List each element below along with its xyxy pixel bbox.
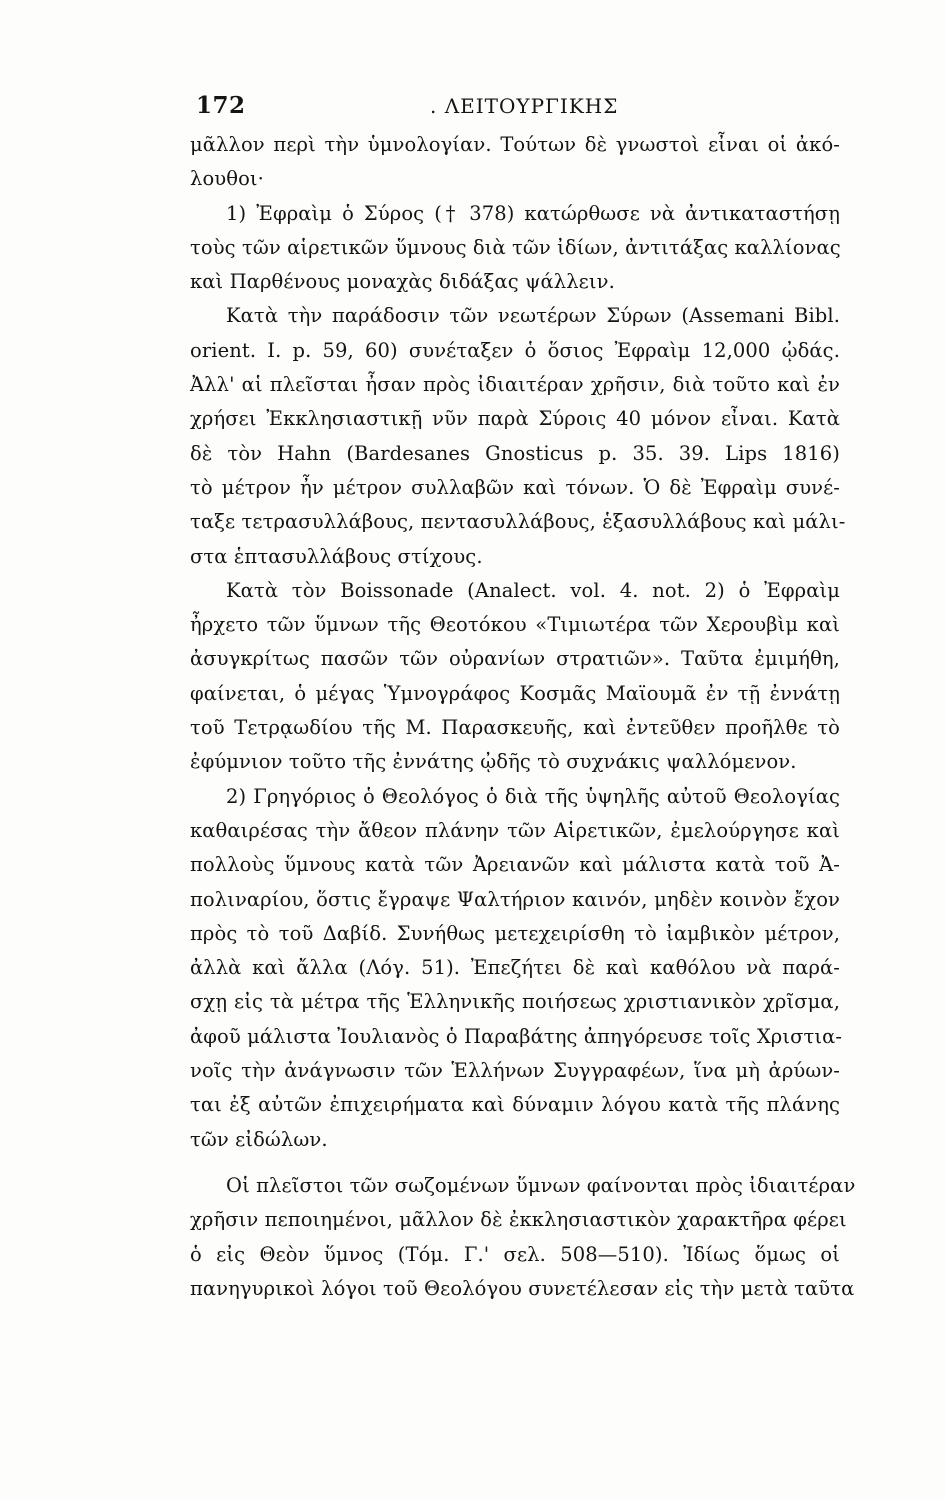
text-line: Κατὰ τὸν Boissonade (Analect. vol. 4. not. 2) ὁ Ἐφραὶμ: [226, 578, 840, 602]
text-line: ὁ εἰς Θεὸν ὕμνος (Τόμ. Γ.' σελ. 508—510). Ἰδίως ὅμως οἱ: [190, 1242, 840, 1266]
text-line: 1) Ἐφραὶμ ὁ Σύρος († 378) κατώρθωσε νὰ ἀντικαταστήσῃ: [226, 201, 840, 225]
text-line: καὶ Παρθένους μοναχὰς διδάξας ψάλλειν.: [190, 270, 615, 294]
text-line: Οἱ πλεῖστοι τῶν σωζομένων ὕμνων φαίνονται πρὸς ἰδιαιτέραν: [226, 1173, 856, 1197]
text-line: ἐφύμνιον τοῦτο τῆς ἐννάτης ᾠδῆς τὸ συχνάκις ψαλλόμενον.: [190, 750, 797, 774]
text-line: τοῦ Τετρᾳωδίου τῆς Μ. Παρασκευῆς, καὶ ἐντεῦθεν προῆλθε τὸ: [190, 716, 840, 740]
text-line: τῶν εἰδώλων.: [190, 1127, 328, 1151]
text-line: ἀφοῦ μάλιστα Ἰουλιανὸς ὁ Παραβάτης ἀπηγόρευσε τοῖς Χριστια-: [190, 1024, 843, 1048]
page-number: 172: [196, 92, 246, 119]
text-line: orient. I. p. 59, 60) συνέταξεν ὁ ὅσιος Ἐφραὶμ 12,000 ᾠδάς.: [190, 338, 840, 362]
text-line: λουθοι·: [190, 167, 264, 191]
text-line: Κατὰ τὴν παράδοσιν τῶν νεωτέρων Σύρων (Assemani Bibl.: [226, 304, 840, 328]
text-line: δὲ τὸν Hahn (Bardesanes Gnosticus p. 35. 39. Lips 1816): [190, 441, 840, 465]
text-line: στα ἑπτασυλλάβους στίχους.: [190, 544, 483, 568]
text-line: χρήσει Ἐκκλησιαστικῇ νῦν παρὰ Σύροις 40 μόνον εἶναι. Κατὰ: [190, 407, 840, 431]
text-line: τοὺς τῶν αἱρετικῶν ὕμνους διὰ τῶν ἰδίων, ἀντιτάξας καλλίονας: [190, 235, 841, 259]
text-line: καθαιρέσας τὴν ἄθεον πλάνην τῶν Αἱρετικῶν, ἐμελούργησε καὶ: [190, 818, 840, 842]
running-title: . ΛΕΙΤΟΥΡΓΙΚΗΣ: [430, 94, 619, 118]
body-text: [190, 128, 856, 1306]
text-line: ἀλλὰ καὶ ἄλλα (Λόγ. 51). Ἐπεζήτει δὲ καὶ καθόλου νὰ παρά-: [190, 956, 840, 980]
text-line: πρὸς τὸ τοῦ Δαβίδ. Συνήθως μετεχειρίσθη τὸ ἰαμβικὸν μέτρον,: [190, 921, 840, 945]
paragraph-gap: [190, 1157, 840, 1169]
text-line: Ἀλλ' αἱ πλεῖσται ἦσαν πρὸς ἰδιαιτέραν χρῆσιν, διὰ τοῦτο καὶ ἐν: [190, 373, 840, 397]
text-line: πανηγυρικοὶ λόγοι τοῦ Θεολόγου συνετέλεσαν εἰς τὴν μετὰ ταῦτα: [190, 1276, 855, 1300]
text-line: φαίνεται, ὁ μέγας Ὑμνογράφος Κοσμᾶς Μαϊουμᾶ ἐν τῇ ἐννάτῃ: [190, 681, 840, 705]
text-line: ἦρχετο τῶν ὕμνων τῆς Θεοτόκου «Τιμιωτέρα τῶν Χερουβὶμ καὶ: [190, 613, 840, 637]
text-line: ται ἐξ αὐτῶν ἐπιχειρήματα καὶ δύναμιν λόγου κατὰ τῆς πλάνης: [190, 1093, 840, 1117]
text-line: νοῖς τὴν ἀνάγνωσιν τῶν Ἑλλήνων Συγγραφέων, ἵνα μὴ ἀρύων-: [190, 1059, 840, 1083]
text-line: ἀσυγκρίτως πασῶν τῶν οὐρανίων στρατιῶν». Ταῦτα ἐμιμήθη,: [190, 647, 840, 671]
text-line: σχῃ εἰς τὰ μέτρα τῆς Ἑλληνικῆς ποιήσεως χριστιανικὸν χρῖσμα,: [190, 990, 840, 1014]
text-line: μᾶλλον περὶ τὴν ὑμνολογίαν. Τούτων δὲ γνωστοὶ εἶναι οἱ ἀκό-: [190, 133, 840, 156]
text-line: πολιναρίου, ὅστις ἔγραψε Ψαλτήριον καινόν, μηδὲν κοινὸν ἔχον: [190, 887, 840, 911]
text-line: χρῆσιν πεποιημένοι, μᾶλλον δὲ ἐκκλησιαστικὸν χαρακτῆρα φέρει: [190, 1208, 847, 1232]
text-line: τὸ μέτρον ἦν μέτρον συλλαβῶν καὶ τόνων. Ὁ δὲ Ἐφραὶμ συνέ-: [190, 475, 840, 499]
text-line: 2) Γρηγόριος ὁ Θεολόγος ὁ διὰ τῆς ὑψηλῆς αὐτοῦ Θεολογίας: [226, 784, 840, 808]
running-head: [190, 92, 840, 122]
text-line: πολλοὺς ὕμνους κατὰ τῶν Ἀρειανῶν καὶ μάλιστα κατὰ τοῦ Ἀ-: [190, 853, 840, 877]
text-line: ταξε τετρασυλλάβους, πεντασυλλάβους, ἑξασυλλάβους καὶ μάλι-: [190, 510, 846, 534]
